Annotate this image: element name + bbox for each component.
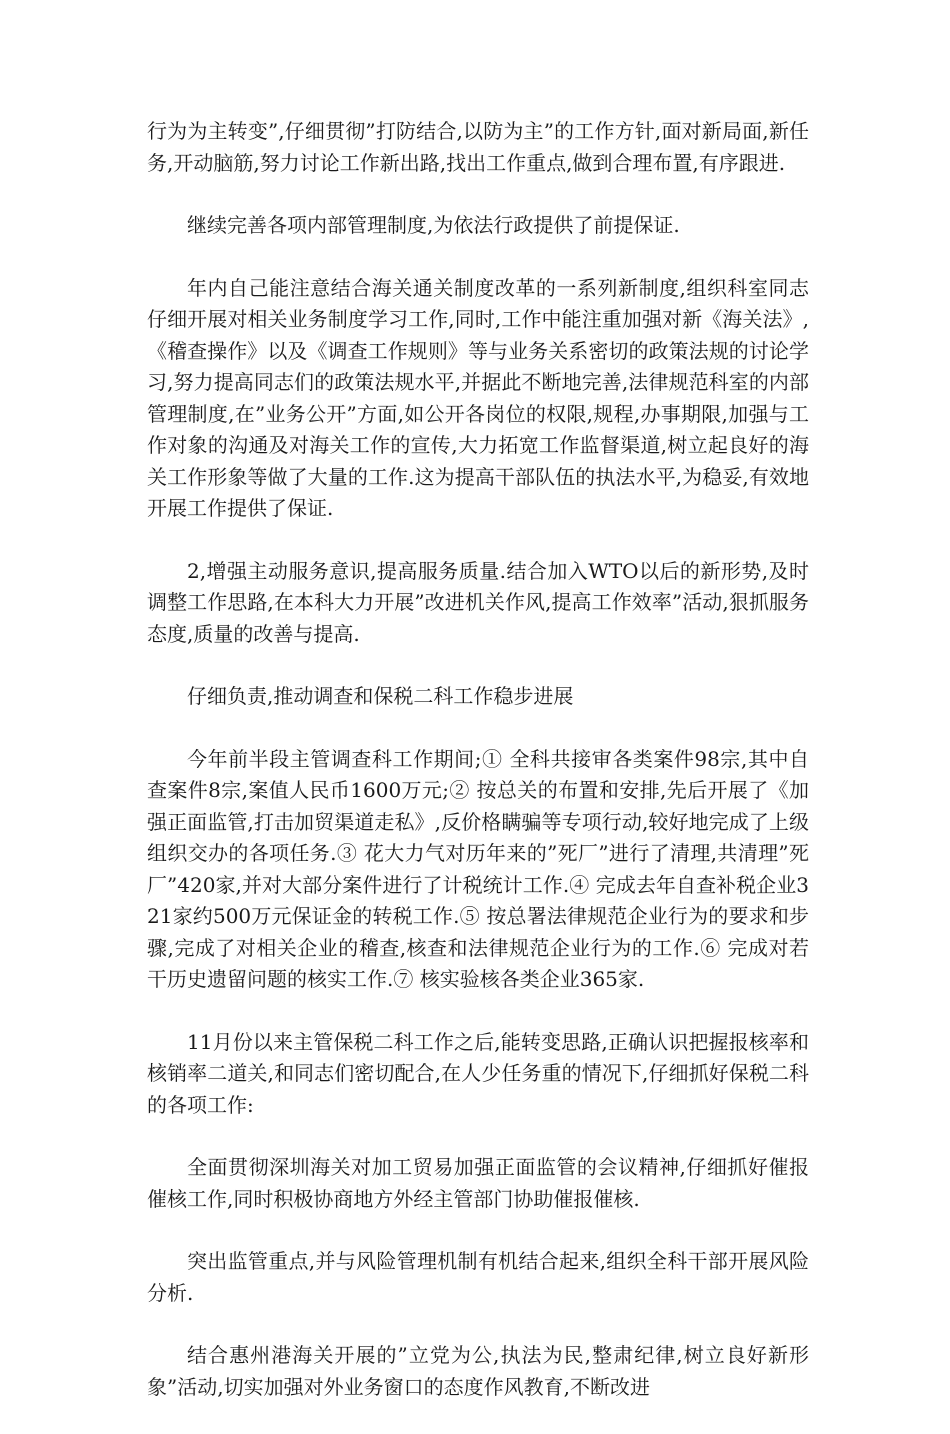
paragraph-supervision-spirit: 全面贯彻深圳海关对加工贸易加强正面监管的会议精神,仔细抓好催报催核工作,同时积极协商地方外经主管部门协助催报催核. (147, 1155, 809, 1211)
paragraph-service-awareness: 2,增强主动服务意识,提高服务质量.结合加入WTO以后的新形势,及时调整工作思路,在本科大力开展”改进机关作风,提高工作效率”活动,狠抓服务态度,质量的改善与提高. (147, 558, 809, 646)
paragraph-risk-analysis: 突出监管重点,并与风险管理机制有机结合起来,组织全科干部开展风险分析. (147, 1249, 809, 1305)
paragraph-campaign: 结合惠州港海关开展的”立党为公,执法为民,整肃纪律,树立良好新形象”活动,切实加强对外业务窗口的态度作风教育,不断改进 (147, 1343, 809, 1399)
paragraph-bonded-section: 11月份以来主管保税二科工作之后,能转变思路,正确认识把握报核率和核销率二道关,和同志们密切配合,在人少任务重的情况下,仔细抓好保税二科的各项工作: (147, 1029, 809, 1117)
paragraph-continuation: 行为为主转变”,仔细贯彻”打防结合,以防为主”的工作方针,面对新局面,新任务,开动脑筋,努力讨论工作新出路,找出工作重点,做到合理布置,有序跟进. (147, 119, 809, 175)
paragraph-regulations-study: 年内自己能注意结合海关通关制度改革的一系列新制度,组织科室同志仔细开展对相关业务制度学习工作,同时,工作中能注重加强对新《海关法》,《稽查操作》以及《调查工作规则》等与业务关系密切的政策法规的讨论学习,努力提高同志们的政策法规水平,并据此不断地完善,法律规范科室的内部管理制度,在”业务公开”方面,如公开各岗位的权限,规程,办事期限,加强与工作对象的沟通及对海关工作的宣传,大力拓宽工作监督渠道,树立起良好的海关工作形象等做了大量的工作.这为提高干部队伍的执法水平,为稳妥,有效地开展工作提供了保证. (147, 275, 809, 520)
paragraph-internal-management: 继续完善各项内部管理制度,为依法行政提供了前提保证. (187, 213, 680, 237)
paragraph-investigation-results: 今年前半段主管调查科工作期间;① 全科共接审各类案件98宗,其中自查案件8宗,案值人民币1600万元;② 按总关的布置和安排,先后开展了《加强正面监管,打击加贸渠道走私》,反价格瞒骗等专项行动,较好地完成了上级组织交办的各项任务.③ 花大力气对历年来的”死厂”进行了清理,共清理”死厂”420家,并对大部分案件进行了计税统计工作.④ 完成去年自查补税企业321家约500万元保证金的转税工作.⑤ 按总署法律规范企业行为的要求和步骤,完成了对相关企业的稽查,核查和法律规范企业行为的工作.⑥ 完成对若干历史遗留问题的核实工作.⑦ 核实验核各类企业365家. (147, 746, 809, 991)
document-body (147, 116, 809, 1434)
paragraph-heading-progress: 仔细负责,推动调查和保税二科工作稳步进展 (187, 684, 574, 708)
